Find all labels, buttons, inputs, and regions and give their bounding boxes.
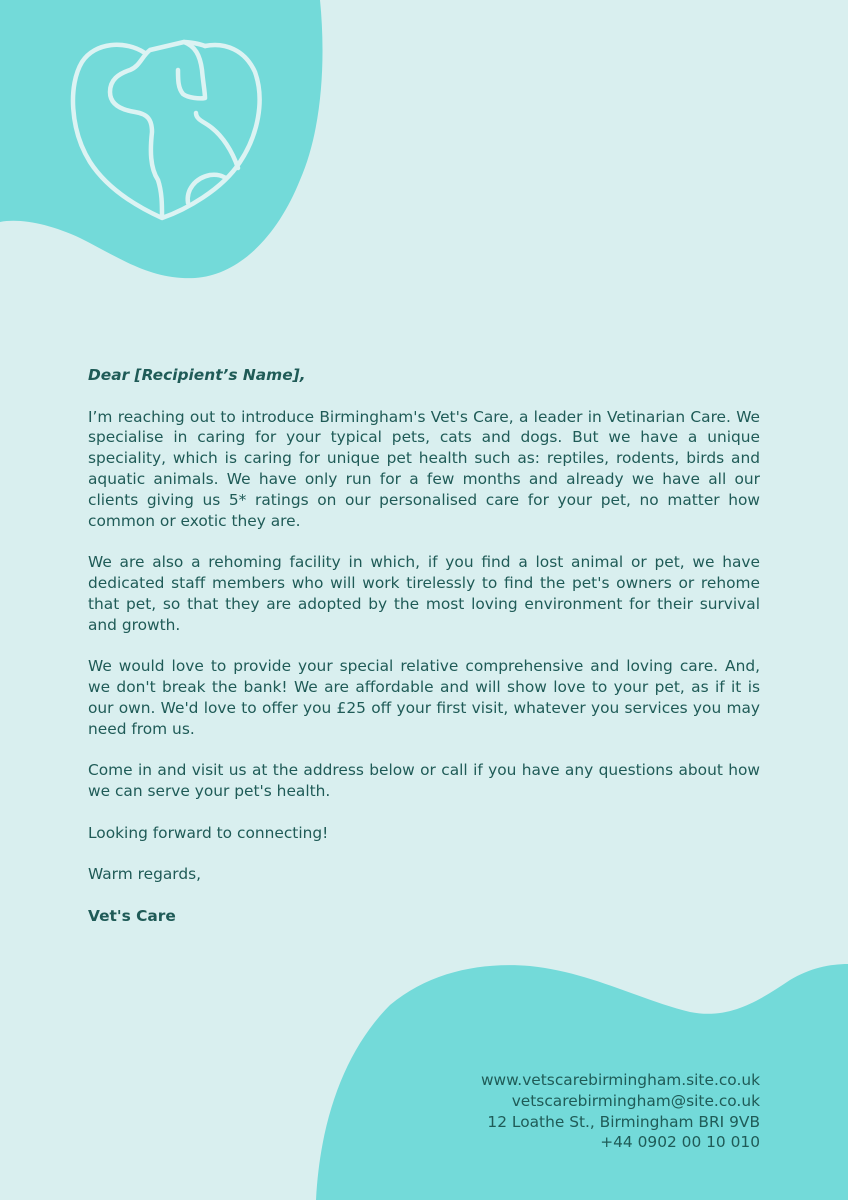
heart-outline [73, 45, 260, 218]
letter-body [88, 365, 760, 947]
phone-number[interactable]: +44 0902 00 10 010 [600, 1133, 760, 1152]
website-link[interactable]: www.vetscarebirmingham.site.co.uk [480, 1071, 760, 1089]
signature: Vet's Care [88, 906, 176, 925]
contact-block [481, 1070, 760, 1153]
dog-back [196, 113, 238, 168]
salutation: Dear [Recipient’s Name], [88, 366, 306, 384]
dog-ear [178, 42, 205, 98]
paragraph-rehoming: We are also a rehoming facility in which, if you find a lost animal or pet, we have dedicated staff members who will work tirelessly to find the pet's owners or rehome that pet, so that they are adopted by the most loving environment for their survival and growth. [88, 553, 760, 634]
sign-off: Warm regards, [88, 865, 202, 884]
paragraph-offer: We would love to provide your special relative comprehensive and loving care. And, we don't break the bank! We are affordable and will show love to your pet, as if it is our own. We'd love to offer you £25 off your first visit, whatever you services you may need from us. [88, 657, 760, 738]
dog-in-heart-icon [60, 30, 275, 230]
dog-paw [188, 175, 226, 203]
closing-line: Looking forward to connecting! [88, 823, 329, 842]
paragraph-visit: Come in and visit us at the address below or call if you have any questions about how we can serve your pet's health. [88, 761, 760, 800]
paragraph-intro: I’m reaching out to introduce Birmingham's Vet's Care, a leader in Vetinarian Care. We specialise in caring for your typical pets, cats and dogs. But we have a unique speciality, which is caring for unique pet health such as: reptiles, rodents, birds and aquatic animals. We have only run for a few months and already we have all our clients giving us 5* ratings on our personalised care for your pet, no matter how common or exotic they are. [88, 407, 760, 530]
address-text: 12 Loathe St., Birmingham BRI 9VB [487, 1112, 760, 1131]
email-link[interactable]: vetscarebirmingham@site.co.uk [511, 1091, 760, 1110]
